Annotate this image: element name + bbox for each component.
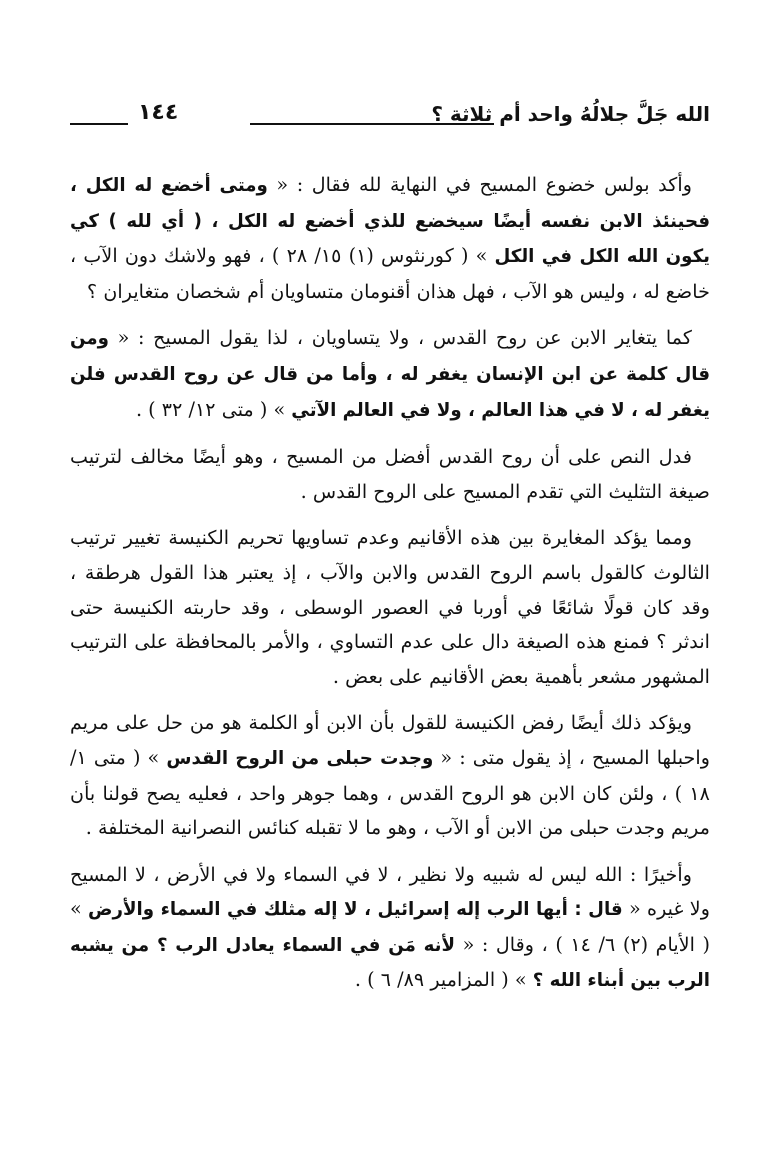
quotation-text: وجدت حبلى من الروح القدس xyxy=(166,747,434,769)
body-text: ويؤكد ذلك أيضًا رفض الكنيسة للقول بأن الابن أو الكلمة هو من حل على مريم واحبلها المسيح ، إذ يقول متى : « xyxy=(70,711,710,769)
body-text: » ( متى ١٢/ ٣٢ ) . xyxy=(135,397,292,421)
page-body xyxy=(70,168,710,1011)
body-text: » ( كورنثوس (١) ١٥/ ٢٨ ) ، فهو ولاشك دون الآب ، خاضع له ، وليس هو الآب ، فهل هذان أقنومان متساويان أم شخصان متغايران ؟ xyxy=(70,244,710,303)
paragraph xyxy=(70,321,710,428)
header-rule-short xyxy=(70,123,128,125)
paragraph xyxy=(70,521,710,694)
running-title: الله جَلَّ جلالُهُ واحد أم ثلاثة ؟ xyxy=(431,102,710,126)
paragraph xyxy=(70,440,710,509)
body-text: » ( الأيام (٢) ٦/ ١٤ ) ، وقال : « xyxy=(70,897,711,956)
body-text: ومما يؤكد المغايرة بين هذه الأقانيم وعدم تساويها تحريم الكنيسة تغيير ترتيب الثالوث كالقول باسم الروح القدس والابن والآب ، إذ يعتبر هذا القول هرطقة ، وقد كان قولًا شائعًا في أوربا في العصور الوسطى ، وقد حاربته الكنيسة حتى اندثر ؟ فمنع هذه الصيغة دال على عدم التساوي ، والأمر بالمحافظة على الترتيب المشهور مشعر بأهمية بعض الأقانيم على بعض . xyxy=(70,526,710,688)
quotation-text: قال : أيها الرب إله إسرائيل ، لا إله مثلك في السماء والأرض xyxy=(88,899,623,921)
header-rule xyxy=(250,123,494,125)
quotation-text: ومن قال كلمة عن ابن الإنسان يغفر له ، وأما من قال عن روح القدس فلن يغفر له ، لا في هذا العالم ، ولا في العالم الآتي xyxy=(70,328,710,421)
quotation-text: لأنه مَن في السماء يعادل الرب ؟ من يشبه الرب بين أبناء الله ؟ xyxy=(70,934,710,992)
body-text: وأكد بولس خضوع المسيح في النهاية لله فقال : « xyxy=(267,173,692,196)
body-text: كما يتغاير الابن عن روح القدس ، ولا يتساويان ، لذا يقول المسيح : « xyxy=(108,326,692,350)
body-text: وأخيرًا : الله ليس له شبيه ولا نظير ، لا في السماء ولا في الأرض ، لا المسيح ولا غيره « xyxy=(70,862,710,921)
paragraph xyxy=(70,168,710,309)
body-text: فدل النص على أن روح القدس أفضل من المسيح ، وهو أيضًا مخالف لترتيب صيغة التثليث التي تقدم المسيح على الروح القدس . xyxy=(70,445,710,503)
page-header xyxy=(70,96,710,136)
page-number: ١٤٤ xyxy=(138,100,179,125)
quotation-text: ومتى أخضع له الكل ، فحينئذ الابن نفسه أيضًا سيخضع للذي أخضع له الكل ، ( أي لله ) كي يكون الله الكل في الكل xyxy=(70,175,710,268)
paragraph xyxy=(70,706,710,845)
body-text: » ( متى ١/ ١٨ ) ، ولئن كان الابن هو الروح القدس ، وهما جوهر واحد ، فعليه يصح قولنا بأن مريم وجدت حبلى من الابن أو الآب ، وهو ما لا تقبله كنائس النصرانية المختلفة . xyxy=(70,745,710,840)
paragraph xyxy=(70,858,710,999)
body-text: » ( المزامير ٨٩/ ٦ ) . xyxy=(354,968,533,992)
